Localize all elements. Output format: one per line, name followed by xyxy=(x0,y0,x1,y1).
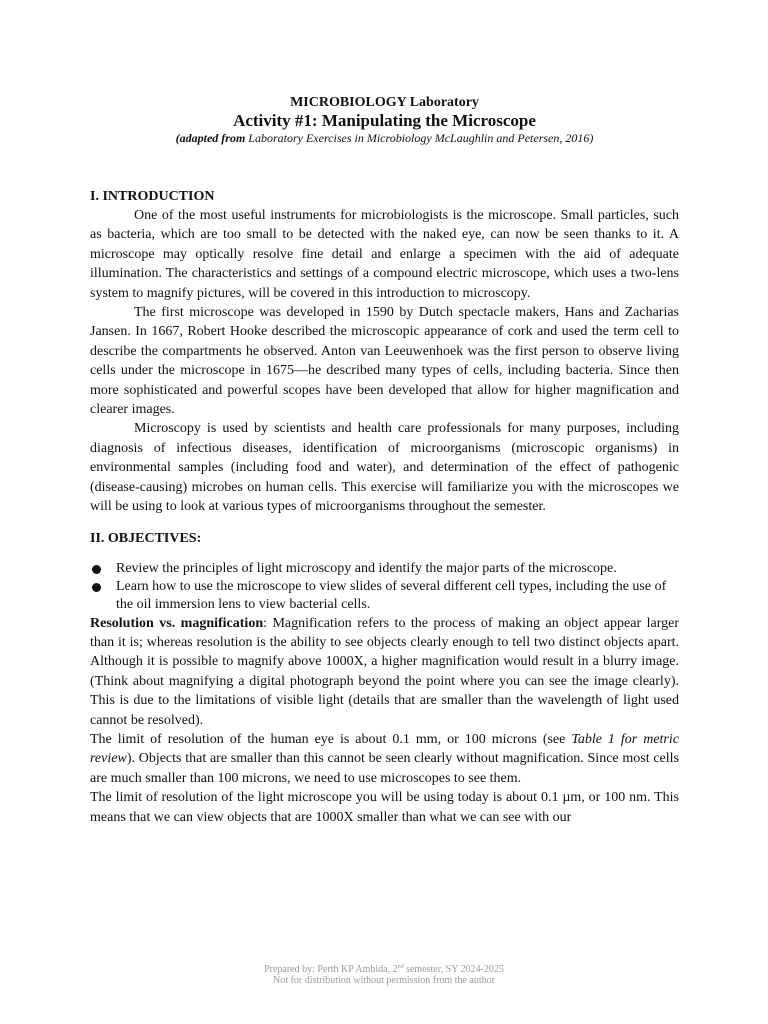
objectives-list xyxy=(90,560,679,614)
eye-text-after: ). Objects that are smaller than this cannot be seen clearly without magnification. Since most cells are much smaller than 100 microns, we need to use microscopes to see them. xyxy=(90,751,679,786)
resolution-term: Resolution vs. magnification xyxy=(90,615,264,631)
intro-paragraph-3: Microscopy is used by scientists and health care professionals for many purposes, including diagnosis of infectious diseases, identification of microorganisms (microscopic organisms) in environmental samples (including food and water), and determination of the effect of pathogenic (disease-causing) microbes on human cells. This exercise will familiarize you with the microscopes we will be using to look at various types of microorganisms throughout the semester. xyxy=(90,421,679,515)
objective-text: Learn how to use the microscope to view slides of several different cell types, including the use of the oil immersion lens to view bacterial cells. xyxy=(116,578,667,612)
resolution-text: : Magnification refers to the process of making an object appear larger than it is; whereas resolution is the ability to see objects clearly enough to tell two distinct objects apart. Although it is possible to magnify above 1000X, a higher magnification would result in a blurry image. (Think about magnifying a digital photograph beyond the point where you can see the image clearly). This is due to the limitations of visible light (details that are smaller than the wavelength of light used cannot be resolved). xyxy=(90,615,679,728)
intro-paragraph-2: The first microscope was developed in 1590 by Dutch spectacle makers, Hans and Zacharias Jansen. In 1667, Robert Hooke described the microscopic appearance of cork and used the term cell to describe the compartments he observed. Anton van Leeuwenhoek was the first person to observe living cells under the microscope in 1675—he described many types of cells, including bacteria. Since then more sophisticated and powerful scopes have been developed that allow for higher magnification and clearer images. xyxy=(90,305,679,418)
introduction-heading: I. INTRODUCTION xyxy=(90,189,215,204)
ordinal-suffix: nd xyxy=(397,964,404,970)
source-citation xyxy=(90,131,679,146)
objective-item xyxy=(90,578,679,614)
objectives-heading: II. OBJECTIVES: xyxy=(90,530,202,546)
source-prefix: (adapted from xyxy=(175,131,246,145)
eye-resolution-paragraph xyxy=(90,730,679,788)
prepared-by-semester: semester, SY 2024-2025 xyxy=(403,964,504,975)
table-reference: Table 1 for metric review xyxy=(90,731,679,767)
bullet-icon xyxy=(92,583,101,592)
intro-paragraph-1: One of the most useful instruments for microbiologists is the microscope. Small particles, such as bacteria, which are too small to be detected with the naked eye, can now be seen thanks to it. A microscope may optically resolve fine detail and enlarge a specimen with the aid of adequate illumination. The characteristics and settings of a compound electric microscope, which uses a two-lens system to magnify pictures, will be covered in this introduction to microscopy. xyxy=(90,208,679,301)
document-header xyxy=(90,94,679,146)
eye-text-before: The limit of resolution of the human eye is about 0.1 mm, or 100 microns (see xyxy=(90,731,572,747)
source-rest: Laboratory Exercises in Microbiology McLaughlin and Petersen, 2016) xyxy=(245,131,594,145)
lab-name: MICROBIOLOGY Laboratory xyxy=(290,95,479,110)
prepared-by-text: Prepared by: Perth KP Ambida, 2 xyxy=(264,964,398,975)
resolution-paragraph xyxy=(90,614,679,730)
distribution-notice: Not for distribution without permission from the author xyxy=(273,975,495,986)
page-footer xyxy=(0,962,768,986)
objective-text: Review the principles of light microscopy and identify the major parts of the microscope. xyxy=(116,560,617,576)
light-microscope-paragraph: The limit of resolution of the light microscope you will be using today is about 0.1 µm, or 100 nm. This means that we can view objects that are 1000X smaller than what we can see with our xyxy=(90,790,679,825)
activity-title: Activity #1: Manipulating the Microscope xyxy=(233,111,536,130)
prepared-by xyxy=(0,962,768,975)
objective-item xyxy=(90,560,679,578)
bullet-icon xyxy=(92,565,101,574)
